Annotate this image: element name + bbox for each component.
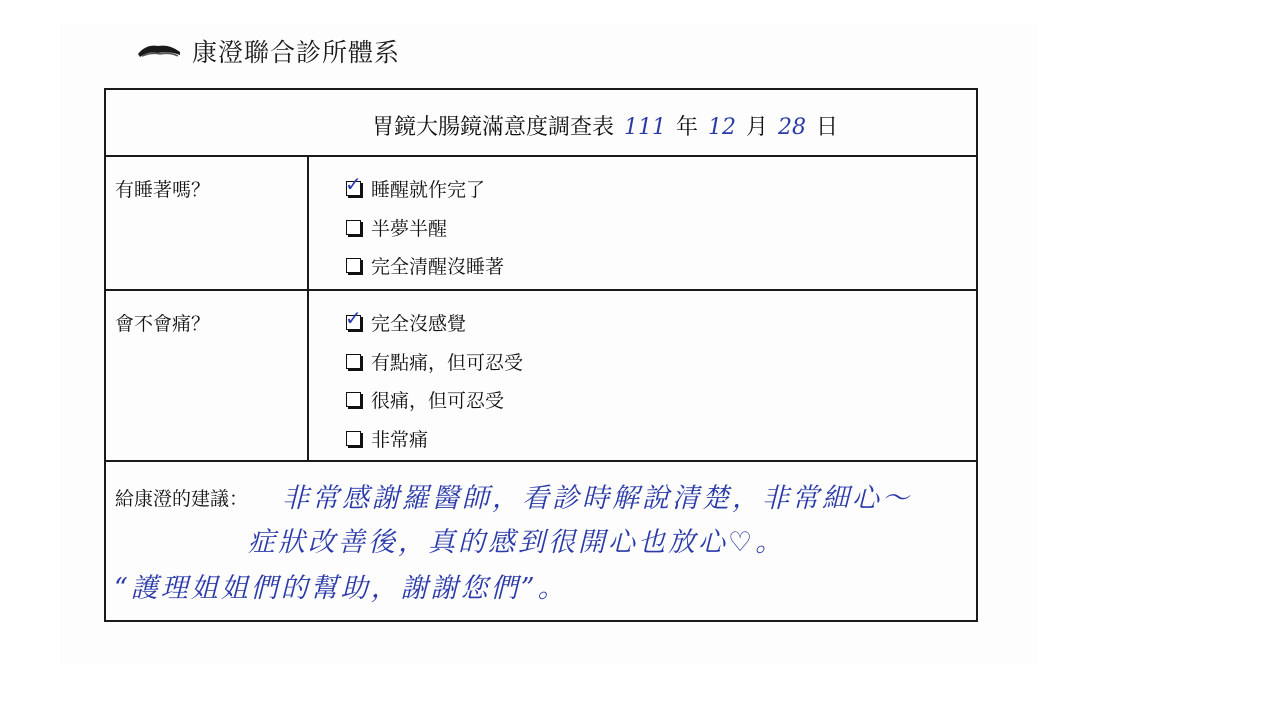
pain-option-4 bbox=[346, 425, 428, 452]
pain-option-2 bbox=[346, 348, 523, 375]
pain-option-1-checkbox[interactable] bbox=[345, 306, 362, 330]
handwritten-line-1: 非常感謝羅醫師，看診時解說清楚，非常細心～ bbox=[282, 483, 912, 514]
pain-question-row bbox=[106, 291, 976, 462]
day-label: 日 bbox=[816, 115, 839, 140]
month-value: 12 bbox=[708, 115, 737, 140]
sleep-option-3-label: 完全清醒沒睡著 bbox=[371, 256, 505, 278]
survey-form bbox=[104, 88, 978, 622]
pain-option-4-label: 非常痛 bbox=[371, 429, 429, 451]
check-mark-icon: ✓ bbox=[345, 306, 362, 330]
sleep-option-2 bbox=[346, 214, 447, 241]
pain-question: 會不會痛？ bbox=[115, 313, 211, 335]
pain-option-1 bbox=[345, 306, 467, 336]
sleep-option-2-checkbox[interactable] bbox=[346, 220, 361, 235]
pain-option-1-label: 完全沒感覺 bbox=[371, 313, 467, 335]
sleep-option-3 bbox=[346, 252, 504, 279]
pain-option-3-checkbox[interactable] bbox=[346, 392, 361, 407]
handwritten-line-2: 症狀改善後，真的感到很開心也放心♡。 bbox=[248, 527, 786, 558]
sleep-question: 有睡著嗎？ bbox=[115, 179, 211, 201]
sleep-option-1 bbox=[345, 172, 486, 202]
year-value: 111 bbox=[624, 115, 667, 140]
suggestion-row bbox=[106, 462, 976, 622]
column-divider bbox=[307, 157, 309, 289]
form-title: 胃鏡大腸鏡滿意度調查表 bbox=[372, 115, 615, 140]
form-title-line bbox=[372, 110, 838, 141]
column-divider bbox=[307, 291, 309, 460]
day-value: 28 bbox=[778, 115, 807, 140]
suggestion-label: 給康澄的建議： bbox=[115, 488, 249, 510]
clinic-header bbox=[136, 34, 400, 68]
clinic-logo-icon bbox=[136, 40, 182, 62]
pain-option-3-label: 很痛，但可忍受 bbox=[371, 390, 505, 412]
title-row bbox=[106, 90, 976, 157]
clinic-name: 康澄聯合診所體系 bbox=[192, 38, 401, 67]
pain-option-2-checkbox[interactable] bbox=[346, 354, 361, 369]
check-mark-icon: ✓ bbox=[345, 172, 362, 196]
pain-option-3 bbox=[346, 386, 504, 413]
sleep-option-1-label: 睡醒就作完了 bbox=[371, 179, 486, 201]
sleep-question-row bbox=[106, 157, 976, 291]
sleep-option-3-checkbox[interactable] bbox=[346, 258, 361, 273]
sleep-option-1-checkbox[interactable] bbox=[345, 172, 362, 196]
handwritten-line-3: “護理姐姐們的幫助，謝謝您們”。 bbox=[114, 573, 568, 604]
month-label: 月 bbox=[746, 115, 769, 140]
pain-option-4-checkbox[interactable] bbox=[346, 431, 361, 446]
sleep-option-2-label: 半夢半醒 bbox=[371, 218, 448, 240]
year-label: 年 bbox=[676, 115, 699, 140]
pain-option-2-label: 有點痛，但可忍受 bbox=[371, 352, 524, 374]
